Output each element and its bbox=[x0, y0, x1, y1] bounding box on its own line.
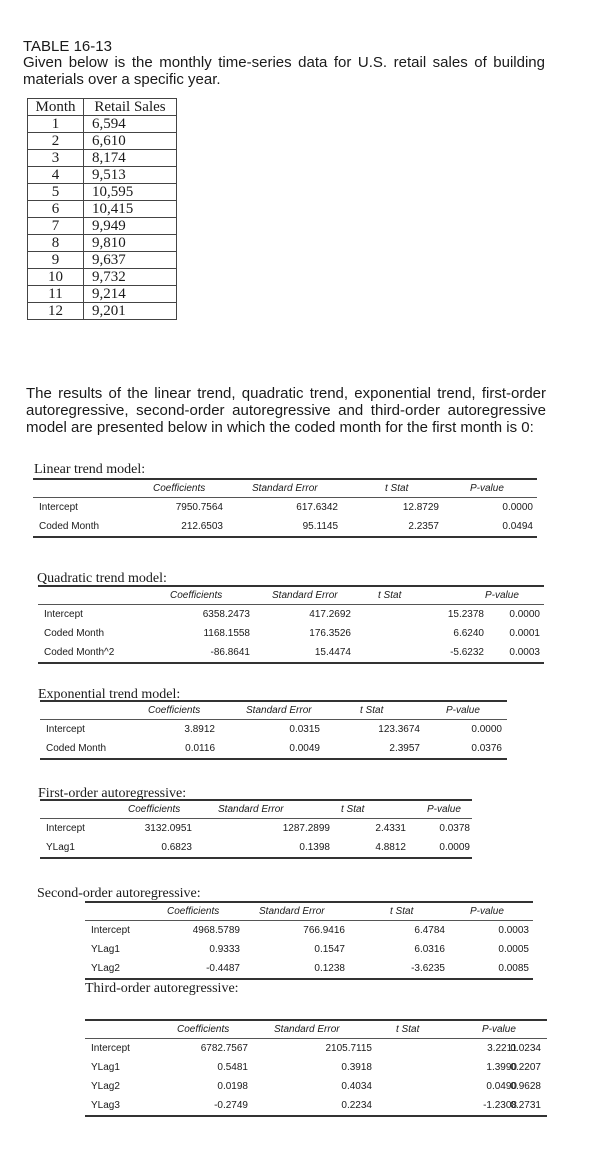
standard-error-value: 0.1398 bbox=[299, 842, 330, 853]
month-cell: 10 bbox=[28, 269, 84, 286]
coefficient-value: 0.5481 bbox=[217, 1062, 248, 1073]
standard-error-value: 95.1145 bbox=[302, 521, 338, 532]
table-title: TABLE 16-13 bbox=[23, 38, 112, 55]
column-header: Coefficients bbox=[177, 1024, 230, 1035]
coefficient-value: 6358.2473 bbox=[202, 609, 250, 620]
t-stat-value: 3.2211 bbox=[487, 1043, 517, 1054]
t-stat-value: -3.6235 bbox=[411, 963, 445, 974]
column-header: Standard Error bbox=[252, 483, 318, 494]
t-stat-value: 6.0316 bbox=[414, 944, 445, 955]
standard-error-value: 766.9416 bbox=[303, 925, 345, 936]
table-row bbox=[28, 303, 177, 320]
variable-label: Intercept bbox=[46, 823, 85, 834]
table-header-row bbox=[28, 99, 177, 116]
column-header: P-value bbox=[485, 590, 519, 601]
month-cell: 3 bbox=[28, 150, 84, 167]
retail-sales-cell: 9,949 bbox=[84, 218, 177, 235]
t-stat-value: 1.3990 bbox=[486, 1062, 517, 1073]
retail-sales-cell: 10,595 bbox=[84, 184, 177, 201]
regression-header-row bbox=[38, 587, 544, 605]
column-header: P-value bbox=[427, 804, 461, 815]
standard-error-value: 0.1238 bbox=[314, 963, 345, 974]
column-header: Coefficients bbox=[148, 705, 201, 716]
variable-label: Intercept bbox=[46, 724, 85, 735]
regression-table bbox=[85, 1019, 547, 1117]
table-row bbox=[28, 286, 177, 303]
retail-sales-cell: 9,637 bbox=[84, 252, 177, 269]
variable-label: YLag2 bbox=[91, 963, 120, 974]
retail-sales-cell: 9,513 bbox=[84, 167, 177, 184]
t-stat-value: -5.6232 bbox=[450, 647, 484, 658]
variable-label: Intercept bbox=[91, 1043, 130, 1054]
table-row bbox=[28, 150, 177, 167]
standard-error-value: 1287.2899 bbox=[282, 823, 330, 834]
table-row bbox=[28, 235, 177, 252]
results-text: The results of the linear trend, quadratic trend, exponential trend, first-order autoregressive, second-order autoregressive and third-order autoregressive model are presented below in which the coded month for the first month is 0: bbox=[26, 385, 546, 436]
coefficient-value: 1168.1558 bbox=[203, 628, 250, 639]
month-cell: 8 bbox=[28, 235, 84, 252]
p-value-value: 0.0378 bbox=[439, 823, 470, 834]
standard-error-value: 176.3526 bbox=[309, 628, 351, 639]
month-cell: 11 bbox=[28, 286, 84, 303]
month-cell: 7 bbox=[28, 218, 84, 235]
p-value-value: 0.0001 bbox=[509, 628, 540, 639]
t-stat-value: 123.3674 bbox=[378, 724, 420, 735]
coefficient-value: 0.0198 bbox=[217, 1081, 248, 1092]
regression-row bbox=[40, 739, 507, 758]
column-header: Coefficients bbox=[153, 483, 206, 494]
coefficient-value: 7950.7564 bbox=[175, 502, 223, 513]
coefficient-value: -86.8641 bbox=[210, 647, 250, 658]
coefficient-value: 0.6823 bbox=[161, 842, 192, 853]
p-value-value: 0.0000 bbox=[502, 502, 533, 513]
standard-error-value: 0.4034 bbox=[341, 1081, 372, 1092]
t-stat-value: 4.8812 bbox=[375, 842, 406, 853]
t-stat-value: 6.6240 bbox=[453, 628, 484, 639]
retail-sales-cell: 10,415 bbox=[84, 201, 177, 218]
regression-row bbox=[85, 1077, 547, 1096]
regression-row bbox=[40, 838, 472, 857]
column-header: Standard Error bbox=[274, 1024, 340, 1035]
column-header: t Stat bbox=[385, 483, 409, 494]
model-title: Linear trend model: bbox=[34, 462, 146, 477]
column-header: t Stat bbox=[378, 590, 402, 601]
model-title: Third-order autoregressive: bbox=[85, 981, 239, 996]
column-header: Standard Error bbox=[259, 906, 325, 917]
retail-sales-cell: 9,732 bbox=[84, 269, 177, 286]
coefficient-value: 0.9333 bbox=[209, 944, 240, 955]
regression-row bbox=[38, 624, 544, 643]
intro-text: Given below is the monthly time-series data for U.S. retail sales of building materials over a specific year. bbox=[23, 54, 545, 88]
variable-label: Coded Month^2 bbox=[44, 647, 115, 658]
variable-label: Intercept bbox=[39, 502, 78, 513]
table-row bbox=[28, 167, 177, 184]
column-header: Coefficients bbox=[167, 906, 220, 917]
coefficient-value: 3.8912 bbox=[184, 724, 215, 735]
variable-label: YLag2 bbox=[91, 1081, 120, 1092]
month-cell: 12 bbox=[28, 303, 84, 320]
regression-header-row bbox=[33, 480, 537, 498]
retail-sales-header: Retail Sales bbox=[84, 99, 177, 116]
column-header: Coefficients bbox=[170, 590, 223, 601]
month-cell: 6 bbox=[28, 201, 84, 218]
model-title: First-order autoregressive: bbox=[38, 786, 187, 801]
regression-row bbox=[85, 1058, 547, 1077]
p-value-value: 0.0234 bbox=[510, 1043, 541, 1054]
column-header: P-value bbox=[446, 705, 480, 716]
t-stat-value: 15.2378 bbox=[447, 609, 484, 620]
month-cell: 4 bbox=[28, 167, 84, 184]
variable-label: YLag1 bbox=[46, 842, 75, 853]
variable-label: Intercept bbox=[44, 609, 83, 620]
regression-header-row bbox=[40, 702, 507, 720]
retail-sales-cell: 9,214 bbox=[84, 286, 177, 303]
regression-table bbox=[40, 799, 472, 859]
regression-row bbox=[33, 517, 537, 536]
standard-error-value: 15.4474 bbox=[314, 647, 351, 658]
regression-row bbox=[38, 605, 544, 624]
regression-row bbox=[38, 643, 544, 662]
regression-header-row bbox=[85, 903, 533, 921]
column-header: P-value bbox=[482, 1024, 516, 1035]
standard-error-value: 0.1547 bbox=[314, 944, 345, 955]
table-row bbox=[28, 201, 177, 218]
month-cell: 2 bbox=[28, 133, 84, 150]
column-header: P-value bbox=[470, 906, 504, 917]
retail-sales-cell: 9,810 bbox=[84, 235, 177, 252]
p-value-value: 0.0009 bbox=[439, 842, 470, 853]
coefficient-value: 212.6503 bbox=[181, 521, 223, 532]
table-row bbox=[28, 116, 177, 133]
table-row bbox=[28, 252, 177, 269]
regression-table bbox=[85, 901, 533, 980]
regression-row bbox=[85, 940, 533, 959]
regression-row bbox=[85, 921, 533, 940]
month-header: Month bbox=[28, 99, 84, 116]
retail-sales-cell: 6,594 bbox=[84, 116, 177, 133]
variable-label: Coded Month bbox=[44, 628, 105, 639]
t-stat-value: 6.4784 bbox=[414, 925, 445, 936]
table-row bbox=[28, 133, 177, 150]
standard-error-value: 417.2692 bbox=[309, 609, 351, 620]
regression-row bbox=[85, 1096, 547, 1115]
table-row bbox=[28, 218, 177, 235]
p-value-value: 0.9628 bbox=[510, 1081, 541, 1092]
column-header: Standard Error bbox=[218, 804, 284, 815]
column-header: Standard Error bbox=[272, 590, 338, 601]
retail-sales-table bbox=[27, 98, 177, 320]
standard-error-value: 2105.7115 bbox=[325, 1043, 372, 1054]
coefficient-value: 3132.0951 bbox=[144, 823, 192, 834]
regression-header-row bbox=[85, 1021, 547, 1039]
t-stat-value: 12.8729 bbox=[402, 502, 439, 513]
p-value-value: 0.0376 bbox=[471, 743, 502, 754]
column-header: t Stat bbox=[390, 906, 414, 917]
coefficient-value: -0.2749 bbox=[214, 1100, 248, 1111]
regression-row bbox=[85, 959, 533, 978]
t-stat-value: 2.2357 bbox=[408, 521, 439, 532]
column-header: t Stat bbox=[396, 1024, 420, 1035]
coefficient-value: 0.0116 bbox=[185, 743, 215, 754]
column-header: Standard Error bbox=[246, 705, 312, 716]
month-cell: 5 bbox=[28, 184, 84, 201]
variable-label: YLag1 bbox=[91, 944, 120, 955]
column-header: t Stat bbox=[360, 705, 384, 716]
retail-sales-cell: 6,610 bbox=[84, 133, 177, 150]
regression-header-row bbox=[40, 801, 472, 819]
standard-error-value: 0.2234 bbox=[341, 1100, 372, 1111]
month-cell: 1 bbox=[28, 116, 84, 133]
t-stat-value: -1.2308 bbox=[483, 1100, 517, 1111]
standard-error-value: 617.6342 bbox=[296, 502, 338, 513]
regression-row bbox=[85, 1039, 547, 1058]
t-stat-value: 2.3957 bbox=[389, 743, 420, 754]
variable-label: Intercept bbox=[91, 925, 130, 936]
variable-label: Coded Month bbox=[46, 743, 107, 754]
p-value-value: 0.0003 bbox=[509, 647, 540, 658]
column-header: Coefficients bbox=[128, 804, 181, 815]
model-title: Quadratic trend model: bbox=[37, 571, 167, 586]
p-value-value: 0.0003 bbox=[498, 925, 529, 936]
p-value-value: 0.0000 bbox=[471, 724, 502, 735]
column-header: t Stat bbox=[341, 804, 365, 815]
regression-row bbox=[33, 498, 537, 517]
standard-error-value: 0.0315 bbox=[289, 724, 320, 735]
p-value-value: 0.0005 bbox=[498, 944, 529, 955]
p-value-value: 0.0000 bbox=[509, 609, 540, 620]
p-value-value: 0.2207 bbox=[510, 1062, 541, 1073]
regression-table bbox=[38, 585, 544, 664]
t-stat-value: 0.0490 bbox=[486, 1081, 517, 1092]
variable-label: Coded Month bbox=[39, 521, 100, 532]
regression-row bbox=[40, 819, 472, 838]
regression-table bbox=[40, 700, 507, 760]
regression-table bbox=[33, 478, 537, 538]
table-row bbox=[28, 184, 177, 201]
model-title: Exponential trend model: bbox=[38, 687, 181, 702]
column-header: P-value bbox=[470, 483, 504, 494]
coefficient-value: 6782.7567 bbox=[200, 1043, 248, 1054]
p-value-value: 0.0085 bbox=[498, 963, 529, 974]
p-value-value: 0.0494 bbox=[502, 521, 533, 532]
standard-error-value: 0.0049 bbox=[289, 743, 320, 754]
variable-label: YLag3 bbox=[91, 1100, 120, 1111]
standard-error-value: 0.3918 bbox=[341, 1062, 372, 1073]
retail-sales-cell: 9,201 bbox=[84, 303, 177, 320]
model-title: Second-order autoregressive: bbox=[37, 886, 201, 901]
coefficient-value: 4968.5789 bbox=[192, 925, 240, 936]
table-row bbox=[28, 269, 177, 286]
coefficient-value: -0.4487 bbox=[206, 963, 240, 974]
t-stat-value: 2.4331 bbox=[375, 823, 406, 834]
variable-label: YLag1 bbox=[91, 1062, 120, 1073]
p-value-value: 0.2731 bbox=[510, 1100, 541, 1111]
month-cell: 9 bbox=[28, 252, 84, 269]
regression-row bbox=[40, 720, 507, 739]
retail-sales-cell: 8,174 bbox=[84, 150, 177, 167]
